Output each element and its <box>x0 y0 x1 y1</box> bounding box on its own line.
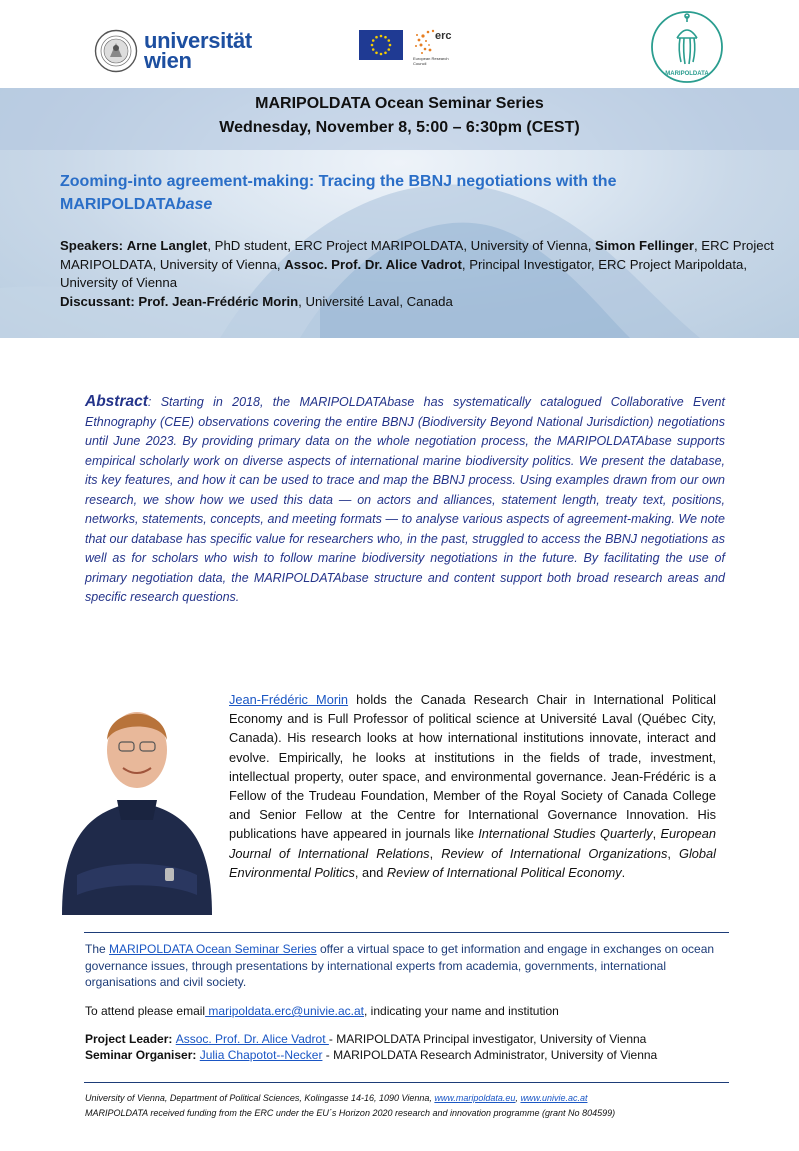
speaker1-name: Arne Langlet <box>126 238 208 253</box>
footer-divider <box>84 1082 729 1083</box>
abstract-label: Abstract <box>85 393 148 410</box>
univie-site-link[interactable]: www.univie.ac.at <box>520 1093 588 1103</box>
maripoldata-site-link[interactable]: www.maripoldata.eu <box>434 1093 516 1103</box>
info-top-divider <box>84 932 729 933</box>
discussant-affil: , Université Laval, Canada <box>298 293 453 309</box>
speaker3-affil: , Principal Investigator, ERC Project Maripoldata, University of Vienna <box>60 256 747 290</box>
project-leader-line <box>85 1031 725 1048</box>
speaker1-affil: , PhD student, ERC Project MARIPOLDATA, University of Vienna, <box>207 238 596 253</box>
header-logos <box>0 0 799 88</box>
organiser-label: Seminar Organiser: <box>85 1048 200 1062</box>
email-link[interactable]: maripoldata.erc@univie.ac.at <box>205 1004 365 1018</box>
seminar-organiser-line <box>85 1047 725 1064</box>
series-info <box>85 941 725 991</box>
discussant-label: Discussant: Prof. Jean-Frédéric Morin <box>60 293 299 309</box>
series-title: MARIPOLDATA Ocean Seminar Series <box>255 95 544 112</box>
journal-2: European Journal of International Relations <box>229 826 716 861</box>
speaker3-name: Assoc. Prof. Dr. Alice Vadrot <box>284 256 462 272</box>
organiser-text: - MARIPOLDATA Research Administrator, University of Vienna <box>322 1048 658 1062</box>
organiser-link[interactable]: Julia Chapotot--Necker <box>199 1048 323 1062</box>
speaker2-affil: , ERC Project MARIPOLDATA, University of Vienna, <box>60 238 774 272</box>
leader-link[interactable]: Assoc. Prof. Dr. Alice Vadrot <box>175 1032 329 1046</box>
leader-text: - MARIPOLDATA Principal investigator, University of Vienna <box>328 1032 647 1046</box>
university-of-vienna-logo <box>94 29 252 73</box>
speakers-line <box>60 237 785 293</box>
journal-1: International Studies Quarterly <box>478 826 653 842</box>
journal-5: Review of International Political Economy <box>386 864 622 880</box>
erc-caption: European Research Council <box>413 56 449 66</box>
maripoldata-logo-icon <box>650 10 724 84</box>
erc-label: erc <box>435 30 452 42</box>
abstract-text: : Starting in 2018, the MARIPOLDATAbase has systematically catalogued Collaborative Event Ethnography (CEE) observations covering the entire BBNJ (Biodiversity Beyond National Jurisdiction) negotiations until June 2023. By providing primary data on the whole negotiation process, the MARIPOLDATAbase supports empirical scholarly work on diverse aspects of international marine biodiversity politics. We present the database, its key features, and how it can be used to trace and map the BBNJ process. Using examples drawn from our own research, we show how we used this data — on actors and alliances, statement length, treaty text, positions, networks, statements, concepts, and meeting formats — to analyse various aspects of agreement-making. We note that our database has specific value for researchers who, in the past, struggled to access the BBNJ negotiations as well as for scholars who wish to follow marine biodiversity negotiations in the future. By facilitating the use of primary negotiation data, the MARIPOLDATAbase structure and content support both broad research areas and specific research questions. <box>85 395 725 604</box>
speaker2-name: Simon Fellinger <box>595 238 694 253</box>
footer-funding-line: MARIPOLDATA received funding from the ERC under the EU´s Horizon 2020 research and innovation programme (grant No 804599) <box>85 1108 616 1118</box>
speaker-bio <box>229 690 716 882</box>
abstract-paragraph <box>85 392 725 608</box>
series-link[interactable]: MARIPOLDATA Ocean Seminar Series <box>109 942 317 956</box>
bio-name-link[interactable]: Jean-Frédéric Morin <box>229 692 349 707</box>
talk-title <box>60 170 750 216</box>
leader-label: Project Leader: <box>85 1032 176 1046</box>
title-banner <box>0 88 799 338</box>
journal-sep-3: , <box>667 845 679 861</box>
speaker-photo <box>57 670 217 915</box>
footer-sep: , <box>515 1093 521 1103</box>
talk-title-main: Zooming-into agreement-making: Tracing the BBNJ negotiations with the MARIPOLDATA <box>60 173 617 213</box>
attend-info <box>85 1003 725 1020</box>
discussant-line <box>60 293 785 312</box>
university-seal-icon <box>94 29 138 73</box>
talk-title-italic: base <box>175 196 213 213</box>
journal-sep-2: , <box>429 845 442 861</box>
bio-end: . <box>621 864 626 880</box>
university-name-line2: wien <box>144 48 192 73</box>
series-info-text: offer a virtual space to get information and engage in exchanges on ocean governance issues, through presentations by international experts from academia, governments, international organisations and civil society. <box>85 942 715 989</box>
attend-end: , indicating your name and institution <box>364 1004 559 1018</box>
eu-flag-icon <box>359 30 403 60</box>
footer-address-line <box>85 1091 725 1106</box>
date-line: Wednesday, November 8, 5:00 – 6:30pm (CEST) <box>219 119 580 136</box>
bio-text: holds the Canada Research Chair in International Political Economy and is Full Professor of political science at Université Laval (Québec City, Canada). His research looks at how international institutions innovate, interact and evolve. Empirically, he looks at institutions in the fields of trade, investment, intellectual property, outer space, and environmental governance. Jean-Frédéric is a Fellow of the Trudeau Foundation, Member of the Royal Society of Canada College and Senior Fellow at the Centre for International Governance Innovation. His publications have appeared in journals like <box>229 692 716 842</box>
journal-4: Global Environmental Politics <box>229 845 716 880</box>
journal-3: Review of International Organizations <box>441 845 668 861</box>
footer <box>85 1091 725 1121</box>
footer-address: University of Vienna, Department of Political Sciences, Kolingasse 14-16, 1090 Vienna, <box>85 1093 435 1103</box>
speakers-label: Speakers: <box>60 238 124 253</box>
maripoldata-label: MARIPOLDATA <box>665 71 709 77</box>
attend-text: To attend please email <box>85 1004 206 1018</box>
journal-sep-4: , and <box>354 864 387 880</box>
series-info-the: The <box>85 942 110 956</box>
university-name-line1: universität <box>144 28 252 53</box>
speakers-block <box>60 237 785 311</box>
journal-sep-1: , <box>652 826 661 842</box>
